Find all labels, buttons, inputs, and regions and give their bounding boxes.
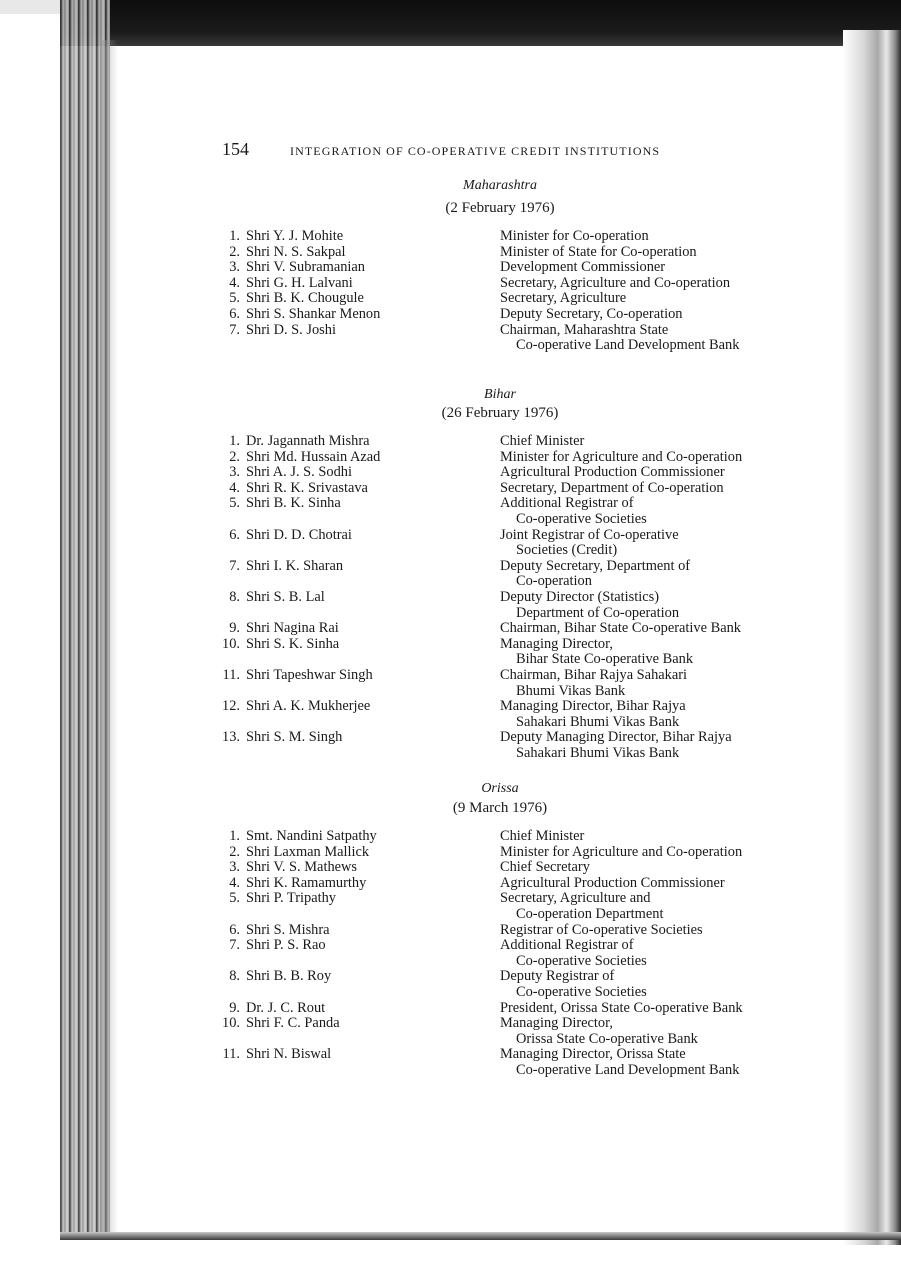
- member-number: 9.: [229, 620, 240, 637]
- role-line: Minister for Co-operation: [500, 228, 649, 244]
- scan-corner: [0, 0, 60, 14]
- member-name: Shri V. Subramanian: [246, 259, 365, 276]
- member-role: [500, 860, 590, 876]
- member-number: 11.: [222, 1046, 240, 1063]
- member-number: 1.: [229, 228, 240, 244]
- member-name: Shri B. K. Chougule: [246, 290, 364, 307]
- member-number: 2.: [229, 243, 240, 260]
- member-number: 13.: [222, 729, 240, 746]
- member-role: [500, 969, 647, 1000]
- member-number: 3.: [229, 859, 240, 876]
- member-role: [500, 276, 730, 292]
- role-line: Additional Registrar of: [500, 495, 634, 512]
- state-title: Orissa: [481, 781, 519, 796]
- member-role: [500, 699, 686, 730]
- role-line: Deputy Registrar of: [500, 968, 615, 985]
- member-number: 8.: [229, 968, 240, 985]
- role-line: Societies (Credit): [516, 542, 618, 559]
- role-line: Co-operative Societies: [516, 510, 647, 527]
- member-role: [500, 1016, 698, 1047]
- member-name: Shri B. B. Roy: [246, 968, 332, 985]
- role-line: Deputy Managing Director, Bihar Rajya: [500, 729, 732, 746]
- member-name: Shri N. S. Sakpal: [246, 243, 346, 260]
- running-head: INTEGRATION OF CO-OPERATIVE CREDIT INSTITUTIONS: [290, 144, 661, 158]
- member-role: [500, 450, 742, 466]
- role-line: Sahakari Bhumi Vikas Bank: [516, 744, 680, 761]
- meeting-date: (2 February 1976): [445, 200, 555, 216]
- member-number: 6.: [229, 921, 240, 938]
- member-role: [500, 938, 647, 969]
- member-number: 7.: [229, 937, 240, 954]
- member-role: [500, 891, 663, 922]
- member-number: 7.: [229, 557, 240, 574]
- role-line: President, Orissa State Co-operative Bank: [500, 999, 743, 1016]
- member-role: [500, 845, 742, 861]
- role-line: Joint Registrar of Co-operative: [500, 526, 679, 543]
- member-name: Shri P. Tripathy: [246, 890, 336, 907]
- member-role: [500, 876, 725, 892]
- member-name: Shri K. Ramamurthy: [246, 874, 367, 891]
- role-line: Managing Director, Bihar Rajya: [500, 698, 686, 715]
- member-number: 12.: [222, 698, 240, 715]
- role-line: Co-operative Societies: [516, 952, 647, 969]
- member-name: Shri N. Biswal: [246, 1046, 332, 1063]
- member-number: 6.: [229, 526, 240, 543]
- member-number: 3.: [229, 464, 240, 481]
- member-role: [500, 229, 649, 245]
- member-role: [500, 1001, 743, 1017]
- member-number: 10.: [222, 1015, 240, 1032]
- role-line: Agricultural Production Commissioner: [500, 464, 725, 481]
- state-title: Maharashtra: [463, 178, 537, 193]
- role-line: Co-operative Land Development Bank: [516, 337, 740, 354]
- role-line: Chief Minister: [500, 828, 585, 844]
- role-line: Managing Director, Orissa State: [500, 1046, 686, 1063]
- member-number: 2.: [229, 448, 240, 465]
- member-number: 10.: [222, 635, 240, 652]
- member-name: Shri A. J. S. Sodhi: [246, 464, 352, 481]
- member-number: 1.: [229, 828, 240, 844]
- member-number: 5.: [229, 290, 240, 307]
- meeting-date: (26 February 1976): [441, 405, 559, 421]
- member-role: [500, 434, 584, 450]
- role-line: Chief Secretary: [500, 859, 590, 876]
- member-name: Shri Laxman Mallick: [246, 843, 370, 860]
- member-name: Shri Md. Hussain Azad: [246, 448, 381, 465]
- member-role: [500, 730, 732, 761]
- role-line: Chairman, Bihar Rajya Sahakari: [500, 667, 688, 683]
- role-line: Sahakari Bhumi Vikas Bank: [516, 713, 680, 730]
- member-number: 6.: [229, 306, 240, 322]
- member-role: [500, 245, 697, 261]
- member-name: Shri S. M. Singh: [246, 729, 343, 746]
- role-line: Chairman, Bihar State Co-operative Bank: [500, 620, 741, 637]
- member-role: [500, 559, 690, 590]
- member-number: 5.: [229, 495, 240, 512]
- role-line: Co-operative Land Development Bank: [516, 1061, 740, 1078]
- role-line: Additional Registrar of: [500, 937, 634, 954]
- member-name: Smt. Nandini Satpathy: [246, 828, 377, 844]
- role-line: Registrar of Co-operative Societies: [500, 921, 703, 938]
- member-name: Shri S. Mishra: [246, 921, 330, 938]
- member-role: [500, 923, 703, 939]
- member-name: Shri I. K. Sharan: [246, 557, 344, 574]
- page-header: [222, 139, 742, 161]
- role-line: Agricultural Production Commissioner: [500, 874, 725, 891]
- member-role: [500, 307, 682, 323]
- member-role: [500, 1047, 739, 1078]
- member-role: [500, 496, 647, 527]
- page-number: 154: [222, 139, 249, 159]
- member-number: 9.: [229, 999, 240, 1016]
- role-line: Bihar State Co-operative Bank: [516, 651, 694, 668]
- role-line: Secretary, Agriculture and Co-operation: [500, 274, 731, 291]
- scan-top-border: [60, 0, 901, 46]
- role-line: Deputy Secretary, Department of: [500, 557, 691, 574]
- scan-bottom-border: [60, 1232, 901, 1240]
- member-name: Shri P. S. Rao: [246, 937, 326, 954]
- member-number: 7.: [229, 321, 240, 338]
- page-edge-shadow: [843, 30, 901, 1245]
- role-line: Chief Minister: [500, 433, 585, 449]
- member-role: [500, 260, 665, 276]
- role-line: Department of Co-operation: [516, 604, 680, 621]
- member-role: [500, 323, 739, 354]
- member-name: Shri Nagina Rai: [246, 620, 339, 637]
- role-line: Minister of State for Co-operation: [500, 243, 697, 260]
- member-number: 2.: [229, 843, 240, 860]
- member-name: Shri Y. J. Mohite: [246, 228, 344, 244]
- role-line: Managing Director,: [500, 635, 613, 652]
- role-line: Chairman, Maharashtra State: [500, 321, 669, 338]
- member-role: [500, 668, 687, 699]
- role-line: Development Commissioner: [500, 259, 666, 276]
- role-line: Bhumi Vikas Bank: [516, 682, 626, 699]
- member-name: Shri S. B. Lal: [246, 589, 325, 605]
- role-line: Managing Director,: [500, 1015, 613, 1032]
- member-role: [500, 291, 626, 307]
- member-name: Shri D. S. Joshi: [246, 321, 336, 338]
- role-line: Co-operation: [516, 573, 592, 590]
- member-role: [500, 465, 725, 481]
- member-number: 4.: [229, 874, 240, 891]
- role-line: Co-operative Societies: [516, 983, 647, 1000]
- role-line: Orissa State Co-operative Bank: [516, 1030, 698, 1047]
- member-name: Shri Tapeshwar Singh: [246, 667, 373, 683]
- member-name: Shri R. K. Srivastava: [246, 479, 368, 496]
- member-number: 8.: [229, 589, 240, 605]
- member-name: Shri B. K. Sinha: [246, 495, 341, 512]
- member-name: Shri G. H. Lalvani: [246, 274, 353, 291]
- member-number: 5.: [229, 890, 240, 907]
- member-number: 4.: [229, 479, 240, 496]
- member-name: Shri V. S. Mathews: [246, 859, 358, 876]
- member-role: [500, 481, 724, 497]
- member-name: Shri S. Shankar Menon: [246, 306, 381, 322]
- member-name: Shri S. K. Sinha: [246, 635, 340, 652]
- meeting-date: (9 March 1976): [452, 800, 548, 816]
- member-name: Shri D. D. Chotrai: [246, 526, 352, 543]
- member-role: [500, 590, 679, 621]
- role-line: Minister for Agriculture and Co-operation: [500, 843, 743, 860]
- member-name: Shri A. K. Mukherjee: [246, 698, 371, 715]
- role-line: Secretary, Department of Co-operation: [500, 479, 724, 496]
- member-name: Dr. Jagannath Mishra: [246, 433, 370, 449]
- member-role: [500, 637, 693, 668]
- role-line: Deputy Secretary, Co-operation: [500, 306, 683, 322]
- role-line: Deputy Director (Statistics): [500, 589, 660, 605]
- member-number: 1.: [229, 433, 240, 449]
- role-line: Minister for Agriculture and Co-operation: [500, 448, 743, 465]
- role-line: Co-operation Department: [516, 905, 664, 922]
- member-number: 3.: [229, 259, 240, 276]
- member-role: [500, 528, 679, 559]
- member-role: [500, 621, 741, 637]
- member-name: Shri F. C. Panda: [246, 1015, 340, 1032]
- state-title: Bihar: [484, 387, 516, 402]
- member-role: [500, 829, 584, 845]
- role-line: Secretary, Agriculture and: [500, 890, 651, 907]
- gutter-shadow: [100, 40, 118, 1240]
- role-line: Secretary, Agriculture: [500, 290, 627, 307]
- member-number: 11.: [222, 667, 240, 683]
- member-name: Dr. J. C. Rout: [246, 999, 326, 1016]
- member-number: 4.: [229, 274, 240, 291]
